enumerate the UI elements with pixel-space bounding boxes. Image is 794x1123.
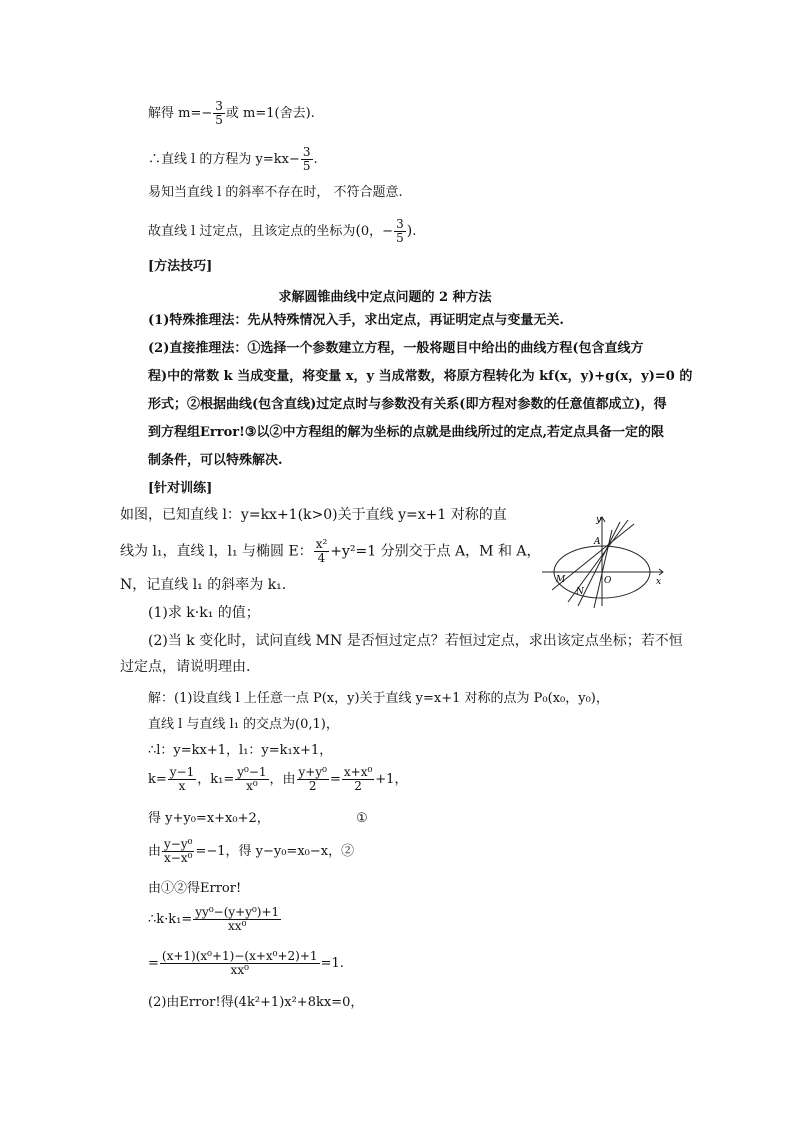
question-2b: 过定点，请说明理由. (120, 659, 251, 675)
solution-step-3: ∴l：y=kx+1，l₁：y=k₁x+1， (148, 743, 333, 758)
solution-line-2: ∴直线 l 的方程为 y=kx− $\frac{3}{5}$ . (148, 145, 318, 173)
label-y: y (596, 515, 602, 525)
fraction: $\frac{3}{5}$ (396, 217, 404, 245)
label-x: x (656, 577, 662, 587)
tip-2c: 形式；②根据曲线(包含直线)过定点时与参数没有关系(即方程对参数的任意值都成立)，得 (148, 397, 667, 412)
question-2a: (2)当 k 变化时，试问直线 MN 是否恒过定点？若恒过定点，求出该定点坐标；若不恒 (148, 633, 683, 649)
tip-2e: 制条件，可以特殊解决. (148, 453, 283, 468)
solution-step-5: 得 y+y₀=x+x₀+2， (148, 811, 270, 826)
problem-line-3: N，记直线 l₁ 的斜率为 k₁. (120, 577, 287, 593)
problem-line-1: 如图，已知直线 l：y=kx+1(k>0)关于直线 y=x+1 对称的直 (120, 507, 507, 523)
solution-step-2: 直线 l 与直线 l₁ 的交点为(0,1)， (148, 717, 339, 732)
solution-step-4: k= $\frac{y-1}{x}$ ，k₁= $\frac{\text{y⁰−1}}{\text{x⁰}}$ ，由 $\frac{\text{y+y⁰}}{2}$ = $\frac{\text{x+x⁰}}{2}$ +1， (148, 765, 408, 793)
problem-line-2: 线为 l₁，直线 l，l₁ 与椭圆 E： $\frac{\text{x²}}{4}$ +y²=1 分别交于点 A，M 和 A， (120, 537, 541, 565)
training-label: [针对训练] (148, 481, 213, 496)
fraction: $\frac{\text{x²}}{4}$ (315, 537, 328, 565)
label-o: O (604, 576, 612, 586)
tips-title: 求解圆锥曲线中定点问题的 2 种方法 (278, 290, 492, 305)
tip-2d: 到方程组Error!③以②中方程组的解为坐标的点就是曲线所过的定点,若定点具备一定的限 (148, 425, 665, 440)
label-n: N (576, 587, 584, 597)
fraction: $\frac{3}{5}$ (215, 99, 223, 127)
solution-step-9: = $\frac{\text{(x+1)(x⁰+1)−(x+x⁰+2)+1}}{\text{xx⁰}}$ =1. (148, 949, 344, 977)
fraction: $\frac{3}{5}$ (302, 145, 311, 173)
question-1: (1)求 k·k₁ 的值； (148, 605, 260, 621)
solution-step-1: 解：(1)设直线 l 上任意一点 P(x，y)关于直线 y=x+1 对称的点为 P₀(x₀，y₀)， (148, 691, 609, 706)
label-a: A (594, 537, 601, 547)
tips-label: [方法技巧] (148, 259, 213, 274)
tip-2b: 程)中的常数 k 当成变量，将变量 x，y 当成常数，将原方程转化为 kf(x，y)+g(x，y)=0 的 (148, 369, 693, 384)
ellipse-figure (538, 510, 668, 610)
solution-line-4: 故直线 l 过定点，且该定点的坐标为(0，− $\frac{3}{5}$ ). (148, 217, 417, 245)
solution-step-10: (2)由Error!得(4k²+1)x²+8kx=0， (148, 995, 364, 1010)
solution-step-8: ∴k·k₁= $\frac{\text{yy⁰−(y+y⁰)+1}}{\text{xx⁰}}$ (148, 905, 280, 933)
tip-2a: (2)直接推理法：①选择一个参数建立方程，一般将题目中给出的曲线方程(包含直线方 (148, 341, 644, 356)
equation-number-1: ① (356, 811, 368, 826)
tip-1: (1)特殊推理法：先从特殊情况入手，求出定点，再证明定点与变量无关. (148, 313, 564, 328)
label-m: M (556, 575, 566, 585)
solution-step-6: 由 $\frac{\text{y−y⁰}}{\text{x−x⁰}}$ =−1，得 y−y₀=x₀−x，② (148, 837, 355, 865)
solution-line-3: 易知当直线 l 的斜率不存在时， 不符合题意. (148, 185, 403, 200)
solution-line-1: 解得 m=− $\frac{3}{5}$ 或 m=1(舍去). (148, 99, 315, 127)
solution-step-7: 由①②得Error! (148, 881, 242, 896)
